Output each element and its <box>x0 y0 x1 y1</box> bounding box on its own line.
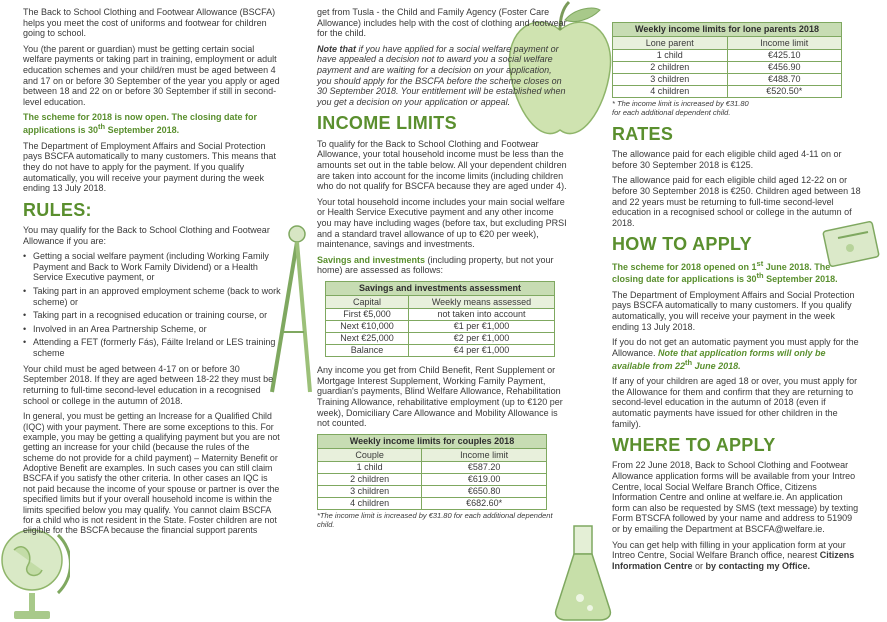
list-item: • Attending a FET (formerly Fás), Fáilte Ireland or LES training scheme <box>23 337 281 358</box>
income-p3: Any income you get from Child Benefit, Rent Supplement or Mortgage Interest Supplement, Working Family Payment, guardian's payments, Blind Welfare Allowance, Rehabilitation Training Allowance, rehabilitative employment (up to €120 per week), Domiciliary Care Allowance and Mobility Allowance is not counted. <box>317 365 563 429</box>
list-item: • Getting a social welfare payment (including Working Family Payment and Back to Work Family Dividend) or a Health Service Executive payment, or <box>23 251 281 283</box>
where-p1: From 22 June 2018, Back to School Clothing and Footwear Allowance application forms will be available from your Intreo Centre, local Social Welfare Branch Office, Citizens Information Centre and online at welfare.ie. An application form can also be requested by SMS (text message) by texting Form BTSCFA followed by your name and address to 51909 or by emailing the Department at BSCFA@welfare.ie. <box>612 460 859 535</box>
rules-list <box>23 251 281 358</box>
list-item: • Involved in an Area Partnership Scheme, or <box>23 324 281 335</box>
iqc-text: In general, you must be getting an Increase for a Qualified Child (IQC) with your payment. There are some exceptions to this. For example, you may be getting a qualifying payment but you are not getting an increase for your child (because the rules of the scheme do not provide for a child payment) – Maternity Benefit or Adoptive Benefit are examples. In such cases you can still claim BSCFA if you satisfy the other criteria. In other cases an IQC is not paid because the income of your spouse or partner is over the specified limits but if your overall household income is within the limits specified below you may qualify. You cannot claim BSCFA for a child who is not resident in the State. Foster children are not eligible for the BSCFA because the financial support parents <box>23 411 280 536</box>
table-row: Next €10,000 €1 per €1,000 <box>326 321 555 333</box>
table-row: 2 children €619.00 <box>318 474 547 486</box>
flask-icon <box>552 520 614 622</box>
list-item: • Taking part in a recognised education or training course, or <box>23 310 281 321</box>
open-notice: The scheme for 2018 is now open. The closing date for applications is 30th September 2018. <box>23 112 258 136</box>
couples-table: Weekly income limits for couples 2018 Couple Income limit 1 child €587.20 2 children €619.00 3 children €650.80 4 children €682.60* <box>317 434 547 510</box>
intro-text: The Back to School Clothing and Footwear Allowance (BSCFA) helps you meet the cost of uniforms and footwear for children going to school. <box>23 7 276 39</box>
apply-p3: If any of your children are aged 18 or over, you must apply for the Allowance for them and confirm that they are returning to second-level education in the autumn of 2018 (even if automatic payments have issued for other children in the family). <box>612 376 858 429</box>
column-left <box>23 0 281 541</box>
table-row: 4 children €682.60* <box>318 498 547 510</box>
apply-p1: The Department of Employment Affairs and Social Protection pays BSCFA automatically to many customers. If you qualify automatically, you will receive your payment in the week ending 13 July 2018. <box>612 289 855 332</box>
couples-note: *The income limit is increased by €31.80 for each additional dependent child. <box>317 511 553 529</box>
table-row: 1 child €587.20 <box>318 462 547 474</box>
rates-p2: The allowance paid for each eligible child aged 12-22 on or before 30 September 2018 is €250. Children aged between 18 and 22 years must be returning to full-time second-level education in a recognised school or college in the autumn of 2018. <box>612 175 861 228</box>
column-right <box>612 0 862 577</box>
table-row: 3 children €650.80 <box>318 486 547 498</box>
apply-p2: If you do not get an automatic payment you must apply for the Allowance. Note that application forms will only be available from 22th June 2018. <box>612 337 859 371</box>
table-row: Balance €4 per €1,000 <box>326 345 555 357</box>
apply-notice: The scheme for 2018 opened on 1st June 2018. The closing date for applications is 30th September 2018. <box>612 258 838 285</box>
table-row: 2 children €456.90 <box>613 62 842 74</box>
age-rule-text: Your child must be aged between 4-17 on or before 30 September 2018. If they are aged between 18-22 they must be returning to full-time second-level education in a recognised school or college in the autumn of 2018. <box>23 363 274 406</box>
automatic-payment-text: The Department of Employment Affairs and Social Protection pays BSCFA automatically to many customers. This means that they do not have to apply for the payment. If you qualify automatically, you will receive your payment during the week ending 13 July 2018. <box>23 140 276 194</box>
where-p2: You can get help with filling in your application form at your Intreo Centre, Social Welfare Branch office, nearest Citizens Information Centre or by contacting my Office. <box>612 539 855 571</box>
eligibility-text: You (the parent or guardian) must be getting certain social welfare payments or taking part in training, employment or adult education schemes and your child/ren must be aged between 4 and 17 on or before 30 September of the year you apply or aged between 18 and 22 on or before 30 September if still in second-level education. <box>23 43 280 107</box>
where-to-apply-heading: WHERE TO APPLY <box>612 435 776 456</box>
lone-parents-table: Weekly income limits for lone parents 2018 Lone parent Income limit 1 child €425.10 2 children €456.90 3 children €488.70 4 children €520.50* <box>612 22 842 98</box>
lone-note: * The income limit is increased by €31.80 for each additional dependent child. <box>612 99 749 118</box>
savings-table: Savings and investments assessment Capital Weekly means assessed First €5,000 not taken into account Next €10,000 €1 per €1,000 Next €25,000 €2 per €1,000 Balance €4 per €1,000 <box>325 281 555 357</box>
column-middle <box>317 0 567 535</box>
table-row: 3 children €488.70 <box>613 74 842 86</box>
table-row: Next €25,000 €2 per €1,000 <box>326 333 555 345</box>
rates-heading: RATES <box>612 123 674 144</box>
table-row: 4 children €520.50* <box>613 86 842 98</box>
rules-heading: RULES: <box>23 199 92 220</box>
savings-text: Savings and investments (including property, but not your home) are assessed as follows: <box>317 254 554 276</box>
table-row: 1 child €425.10 <box>613 50 842 62</box>
income-limits-heading: INCOME LIMITS <box>317 113 457 134</box>
foster-text: get from Tusla - the Child and Family Agency (Foster Care Allowance) includes help with the cost of clothing and footwear for the child. <box>317 7 567 39</box>
rates-p1: The allowance paid for each eligible child aged 4-11 on or before 30 September 2018 is €125. <box>612 149 842 170</box>
list-item: • Taking part in an approved employment scheme (back to work scheme) or <box>23 286 281 307</box>
note-text: Note that if you have applied for a social welfare payment or have appealed a decision not to award you a social welfare payment and are waiting for a decision on your application, you should apply for the BSCFA before the scheme closes on 30 September 2018. Your entitlement will be established when you get a decision on your application or appeal. <box>317 43 566 107</box>
income-p1: To qualify for the Back to School Clothing and Footwear Allowance, your total household income must be less than the amounts set out in the table below. All your dependent children are taken into account for the income limits (including children who do not qualify for BSCFA because they are aged under 4). <box>317 138 567 192</box>
how-to-apply-heading: HOW TO APPLY <box>612 234 752 255</box>
income-p2: Your total household income includes your main social welfare or Health Service Executive payment and any other income you may have including wages (before tax, but excluding PRSI and a standard travel allowance of up to €20 per week), maintenance, savings and investments. <box>317 196 567 250</box>
table-row: First €5,000 not taken into account <box>326 309 555 321</box>
rules-intro: You may qualify for the Back to School Clothing and Footwear Allowance if you are: <box>23 224 270 246</box>
